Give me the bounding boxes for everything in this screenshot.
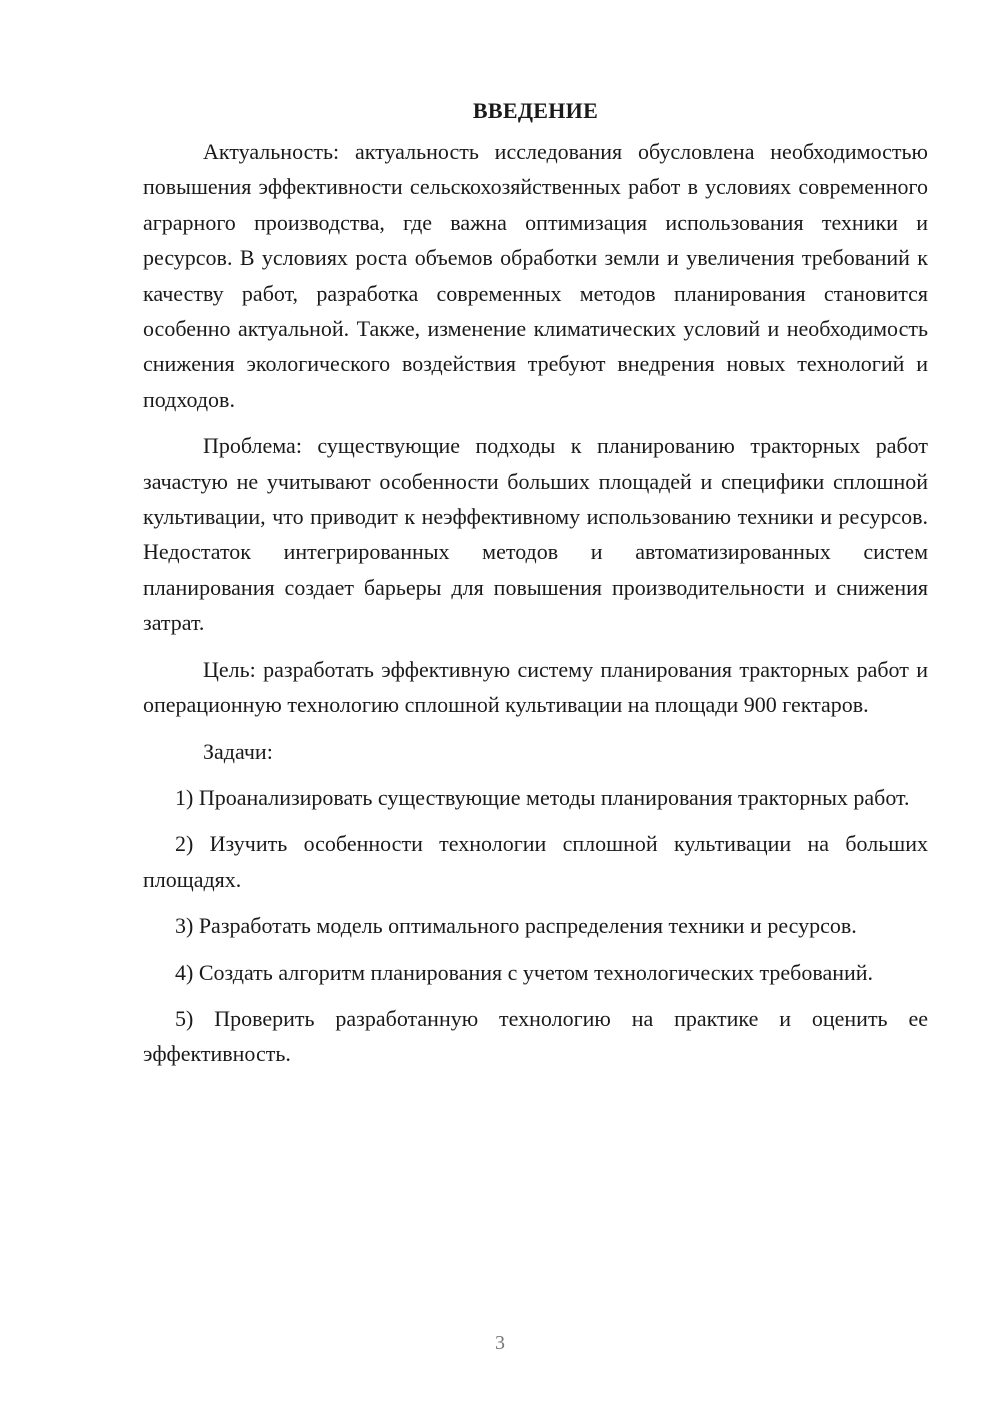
task-item: 4) Создать алгоритм планирования с учетом технологических требований. [175, 959, 874, 985]
task-item: 2) Изучить особенности технологии сплошной культивации на больших площадях. [143, 831, 928, 892]
task-item: 3) Разработать модель оптимального распределения техники и ресурсов. [175, 913, 857, 939]
paragraph-relevance: Актуальность: актуальность исследования обусловлена необходимостью повышения эффективности сельскохозяйственных работ в условиях современного аграрного производства, где важна оптимизация использования техники и ресурсов. В условиях роста объемов обработки земли и увеличения требований к качеству работ, разработка современных методов планирования становится особенно актуальной. Также, изменение климатических условий и необходимость снижения экологического воздействия требуют внедрения новых технологий и подходов. [143, 139, 928, 412]
section-title: ВВЕДЕНИЕ [472, 98, 599, 123]
page-number: 3 [495, 1332, 505, 1354]
paragraph-problem: Проблема: существующие подходы к планированию тракторных работ зачастую не учитывают особенности больших площадей и специфики сплошной культивации, что приводит к неэффективному использованию техники и ресурсов. Недостаток интегрированных методов и автоматизированных систем планирования создает барьеры для повышения производительности и снижения затрат. [143, 433, 928, 636]
task-item: 1) Проанализировать существующие методы планирования тракторных работ. [175, 784, 910, 810]
tasks-heading: Задачи: [203, 738, 273, 764]
task-item: 5) Проверить разработанную технологию на практике и оценить ее эффективность. [143, 1005, 928, 1067]
paragraph-goal: Цель: разработать эффективную систему планирования тракторных работ и операционную технологию сплошной культивации на площади 900 гектаров. [143, 656, 928, 718]
document-page [143, 92, 928, 1072]
